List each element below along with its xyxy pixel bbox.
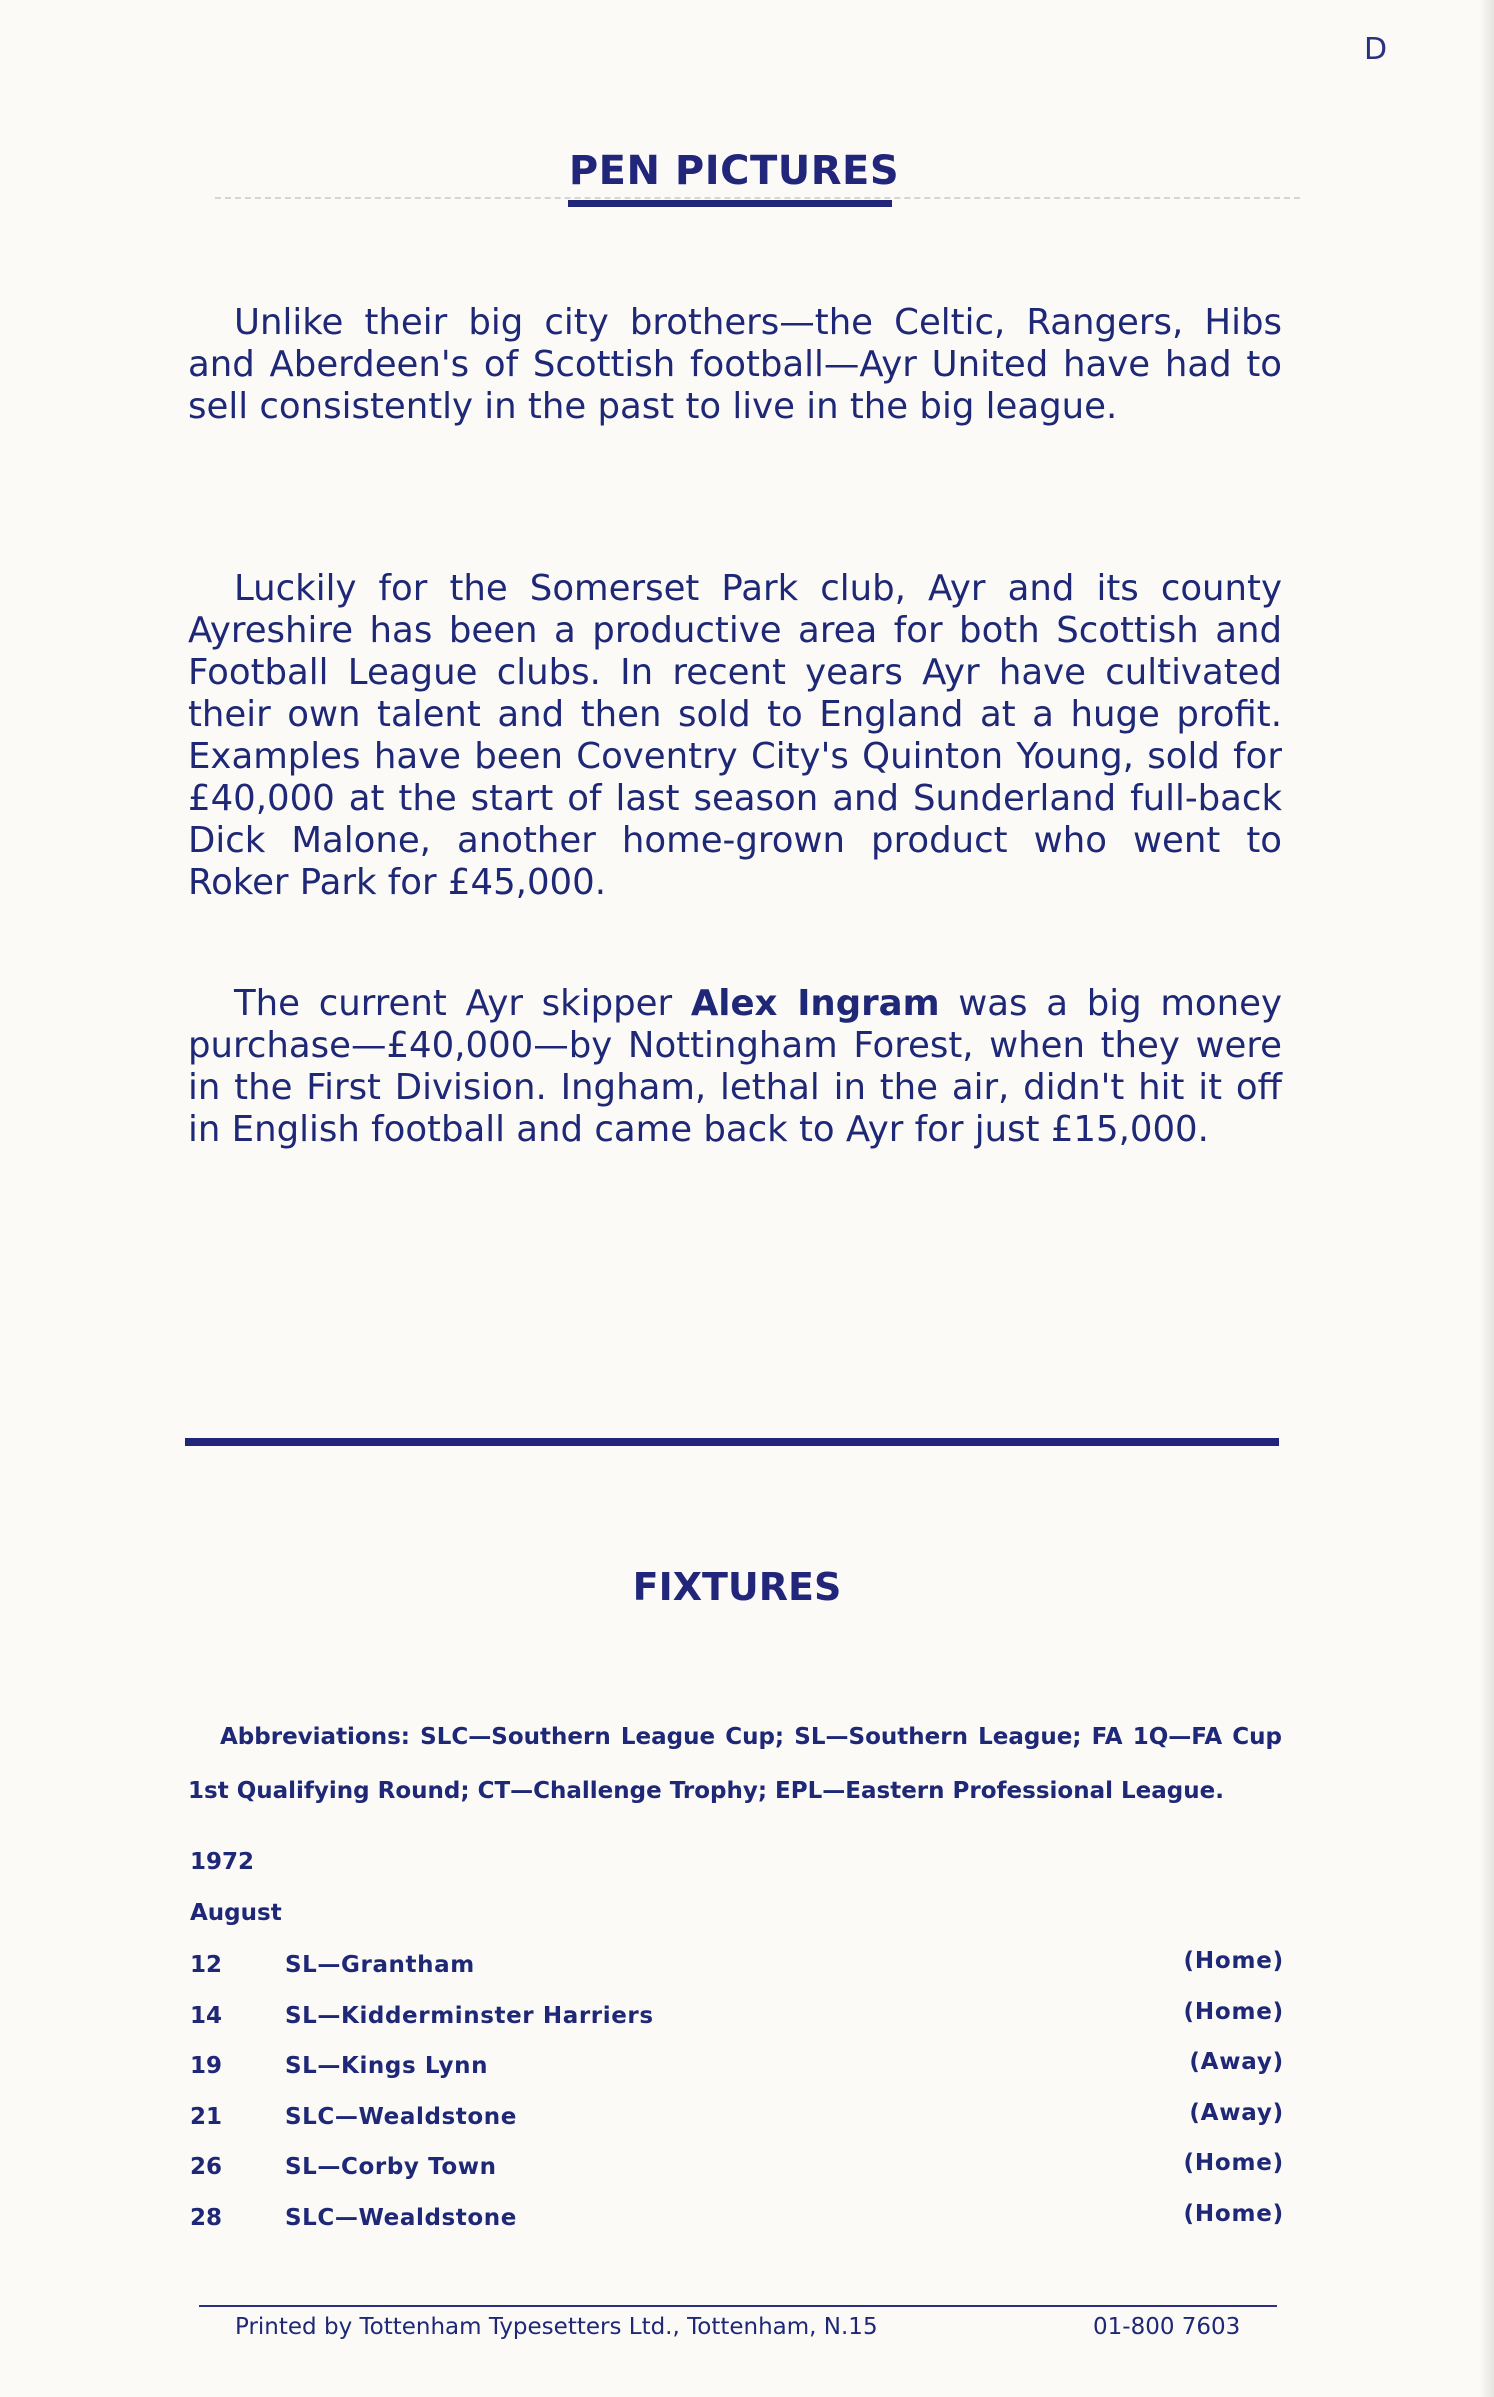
fixture-day: 26 bbox=[190, 2154, 223, 2180]
paragraph-3-lead: The current Ayr skipper bbox=[234, 983, 691, 1024]
pen-pictures-paragraph-1 bbox=[188, 302, 1282, 428]
abbreviations-note: Abbreviations: SLC—Southern League Cup; SL—Southern League; FA 1Q—FA Cup 1st Qualifying Round; CT—Challenge Trophy; EPL—Eastern Professional League. bbox=[188, 1724, 1282, 1804]
fixture-venue: (Away) bbox=[1189, 2049, 1284, 2075]
fixture-row bbox=[190, 1997, 1284, 2048]
fixture-match: SL—Kings Lynn bbox=[285, 2053, 489, 2079]
fixtures-month: August bbox=[190, 1900, 282, 1926]
page-edge-shadow bbox=[1480, 0, 1494, 2397]
fixture-row bbox=[190, 2047, 1284, 2098]
fixture-venue: (Home) bbox=[1183, 2200, 1284, 2227]
fixture-venue: (Home) bbox=[1183, 1948, 1284, 1974]
fixture-match: SL—Kidderminster Harriers bbox=[285, 2002, 654, 2029]
corner-mark: D bbox=[1364, 32, 1388, 67]
fixtures-heading: FIXTURES bbox=[632, 1565, 842, 1609]
fixture-venue: (Away) bbox=[1189, 2099, 1284, 2126]
fixture-day: 21 bbox=[190, 2103, 223, 2130]
pen-pictures-paragraph-3 bbox=[188, 983, 1282, 1151]
paragraph-3-text bbox=[188, 983, 1282, 1151]
fixture-match: SL—Corby Town bbox=[285, 2154, 497, 2180]
fixture-row bbox=[190, 2199, 1284, 2250]
fixture-row bbox=[190, 2148, 1284, 2199]
player-name-bold: Alex Ingram bbox=[690, 983, 940, 1024]
fixture-venue: (Home) bbox=[1183, 1998, 1284, 2025]
fixture-match: SLC—Wealdstone bbox=[285, 2103, 517, 2130]
fixture-day: 14 bbox=[190, 2002, 223, 2029]
printer-credit: Printed by Tottenham Typesetters Ltd., Tottenham, N.15 bbox=[235, 2314, 878, 2340]
footer-rule bbox=[199, 2305, 1277, 2307]
fixtures-year: 1972 bbox=[190, 1849, 255, 1875]
paragraph-2-text: Luckily for the Somerset Park club, Ayr and its county Ayreshire has been a productive area for both Scottish and Football League clubs. In recent years Ayr have cultivated their own talent and then sold to England at a huge profit. Examples have been Coventry City's Quinton Young, sold for £40,000 at the start of last season and Sunderland full-back Dick Malone, another home-grown product who went to Roker Park for £45,000. bbox=[188, 568, 1282, 903]
fixture-venue: (Home) bbox=[1183, 2150, 1284, 2176]
fixtures-list bbox=[190, 1946, 1284, 2249]
fixture-match: SL—Grantham bbox=[285, 1952, 475, 1978]
fixture-row bbox=[190, 2098, 1284, 2149]
fixture-row bbox=[190, 1946, 1284, 1997]
paragraph-3-rest: was a big money purchase—£40,000—by Nottingham Forest, when they were in the First Division. Ingham, lethal in the air, didn't hit it off in English football and came back to Ayr for just £15,000. bbox=[188, 983, 1282, 1150]
fixture-day: 12 bbox=[190, 1952, 223, 1978]
fixture-day: 28 bbox=[190, 2204, 223, 2231]
section-divider bbox=[185, 1438, 1279, 1446]
fixture-day: 19 bbox=[190, 2053, 223, 2079]
pen-pictures-underline bbox=[568, 200, 892, 207]
pen-pictures-heading: PEN PICTURES bbox=[568, 148, 900, 194]
fixture-match: SLC—Wealdstone bbox=[285, 2204, 517, 2231]
pen-pictures-paragraph-2 bbox=[188, 568, 1282, 904]
paragraph-1-text: Unlike their big city brothers—the Celtic, Rangers, Hibs and Aberdeen's of Scottish football—Ayr United have had to sell consistently in the past to live in the big league. bbox=[188, 302, 1282, 427]
printer-phone: 01-800 7603 bbox=[1093, 2314, 1241, 2340]
